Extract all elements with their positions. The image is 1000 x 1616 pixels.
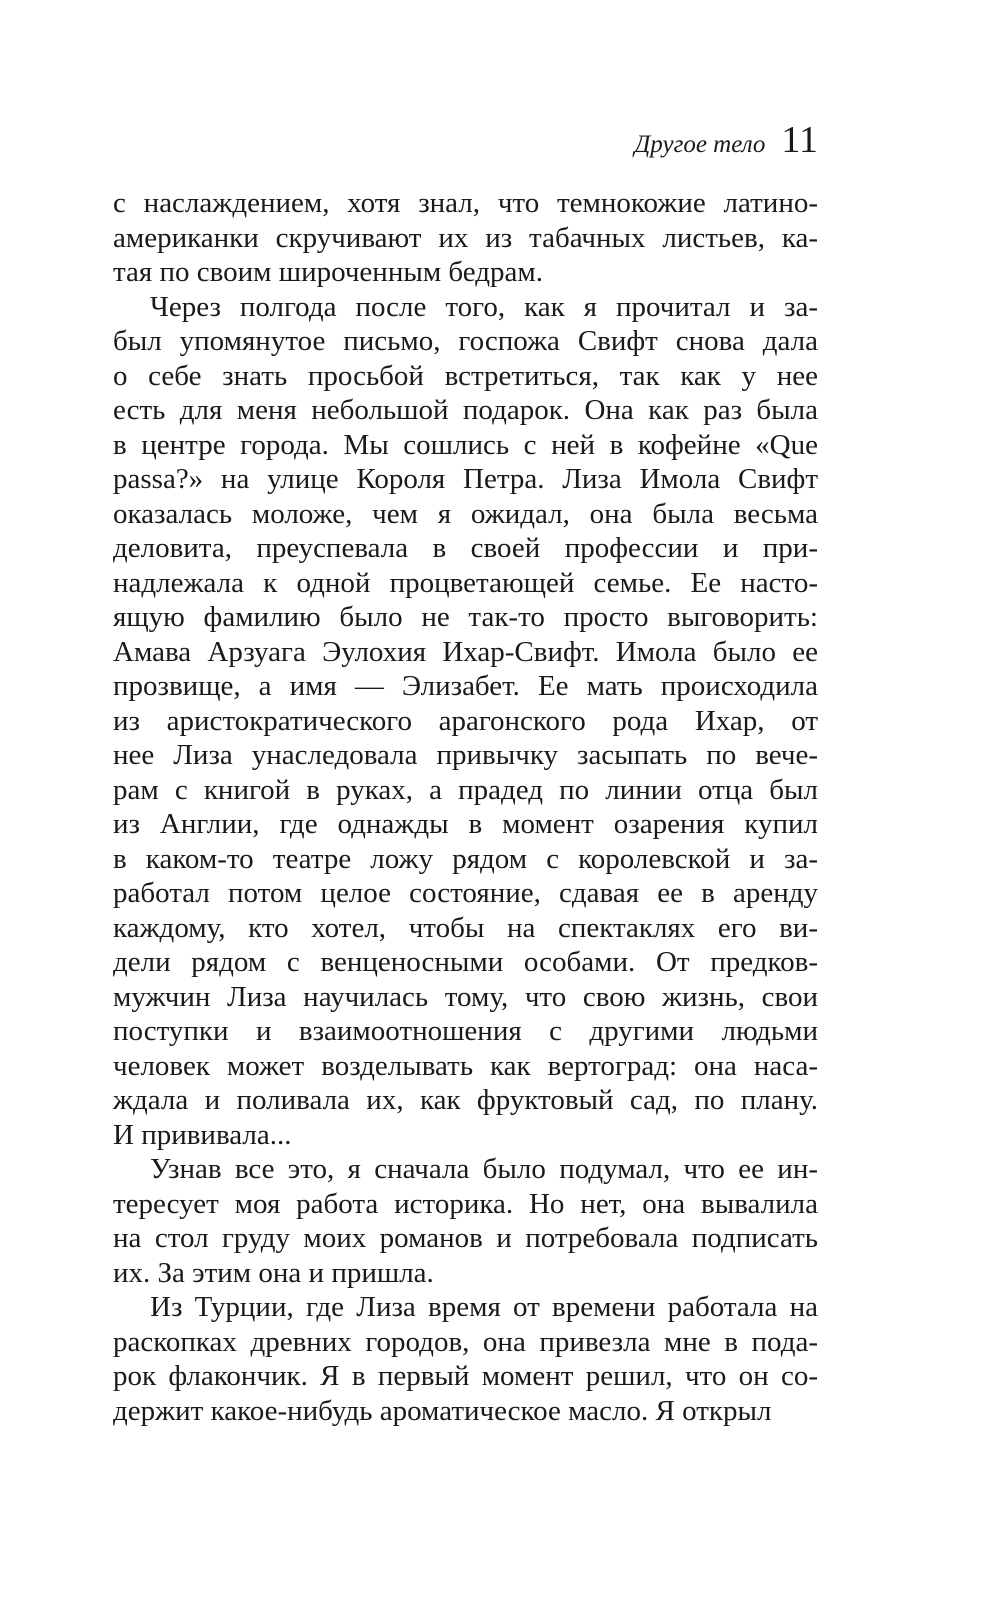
- text-line: Узнав все это, я сначала было подумал, что ее ин-: [150, 1153, 818, 1185]
- text-line: раскопках древних городов, она привезла мне в пода-: [113, 1325, 818, 1358]
- text-line: о себе знать просьбой встретиться, так как у нее: [113, 359, 818, 392]
- text-line: И прививала...: [113, 1118, 292, 1151]
- running-head: [113, 118, 818, 170]
- text-line: passa?» на улице Короля Петра. Лиза Имола Свифт: [113, 463, 818, 495]
- text-line: в центре города. Мы сошлись с ней в кофейне «Que: [113, 428, 818, 461]
- text-line: рам с книгой в руках, а прадед по линии отца был: [113, 773, 818, 806]
- paragraph: [113, 186, 818, 290]
- text-line: мужчин Лиза научилась тому, что свою жизнь, свои: [113, 980, 818, 1013]
- text-line: дели рядом с венценосными особами. От предков-: [113, 946, 818, 978]
- text-line: работал потом целое состояние, сдавая ее в аренду: [113, 877, 818, 909]
- text-line: американки скручивают их из табачных листьев, ка-: [113, 221, 818, 254]
- text-line: тая по своим широченным бедрам.: [113, 256, 544, 288]
- text-line: каждому, кто хотел, чтобы на спектаклях его ви-: [113, 911, 818, 944]
- paragraph: [113, 1152, 818, 1290]
- text-line: Амава Арзуага Эулохия Ихар-Свифт. Имола было ее: [113, 635, 818, 668]
- text-line: с наслаждением, хотя знал, что темнокожие латино-: [113, 187, 818, 219]
- text-line: человек может возделывать как вертоград: она наса-: [113, 1049, 818, 1082]
- page-number: 11: [781, 119, 818, 161]
- text-line: прозвище, а имя — Элизабет. Ее мать происходила: [113, 670, 818, 702]
- text-line: ждала и поливала их, как фруктовый сад, по плану.: [113, 1084, 818, 1116]
- text-line: оказалась моложе, чем я ожидал, она была весьма: [113, 497, 818, 530]
- text-line: Из Турции, где Лиза время от времени работала на: [150, 1291, 818, 1323]
- text-line: рок флакончик. Я в первый момент решил, что он со-: [113, 1360, 818, 1392]
- text-line: держит какое-нибудь ароматическое масло. Я открыл: [113, 1394, 772, 1427]
- text-line: нее Лиза унаследовала привычку засыпать по вече-: [113, 739, 818, 771]
- text-line: из аристократического арагонского рода Ихар, от: [113, 704, 818, 737]
- paragraph: [113, 1290, 818, 1428]
- text-line: из Англии, где однажды в момент озарения купил: [113, 808, 818, 840]
- text-line: поступки и взаимоотношения с другими людьми: [113, 1015, 818, 1047]
- running-title: Другое тело: [634, 131, 766, 158]
- text-line: на стол груду моих романов и потребовала подписать: [113, 1222, 818, 1254]
- text-line: тересует моя работа историка. Но нет, она вывалила: [113, 1187, 818, 1220]
- text-line: деловита, преуспевала в своей профессии и при-: [113, 532, 818, 564]
- text-line: есть для меня небольшой подарок. Она как раз была: [113, 394, 818, 426]
- text-line: в каком-то театре ложу рядом с королевской и за-: [113, 842, 818, 875]
- text-line: был упомянутое письмо, госпожа Свифт снова дала: [113, 325, 818, 357]
- text-line: надлежала к одной процветающей семье. Ее насто-: [113, 566, 818, 599]
- text-line: Через полгода после того, как я прочитал и за-: [150, 290, 818, 323]
- text-line: ящую фамилию было не так-то просто выговорить:: [113, 601, 818, 633]
- body-text: [113, 186, 818, 1428]
- text-line: их. За этим она и пришла.: [113, 1256, 434, 1289]
- paragraph: [113, 290, 818, 1153]
